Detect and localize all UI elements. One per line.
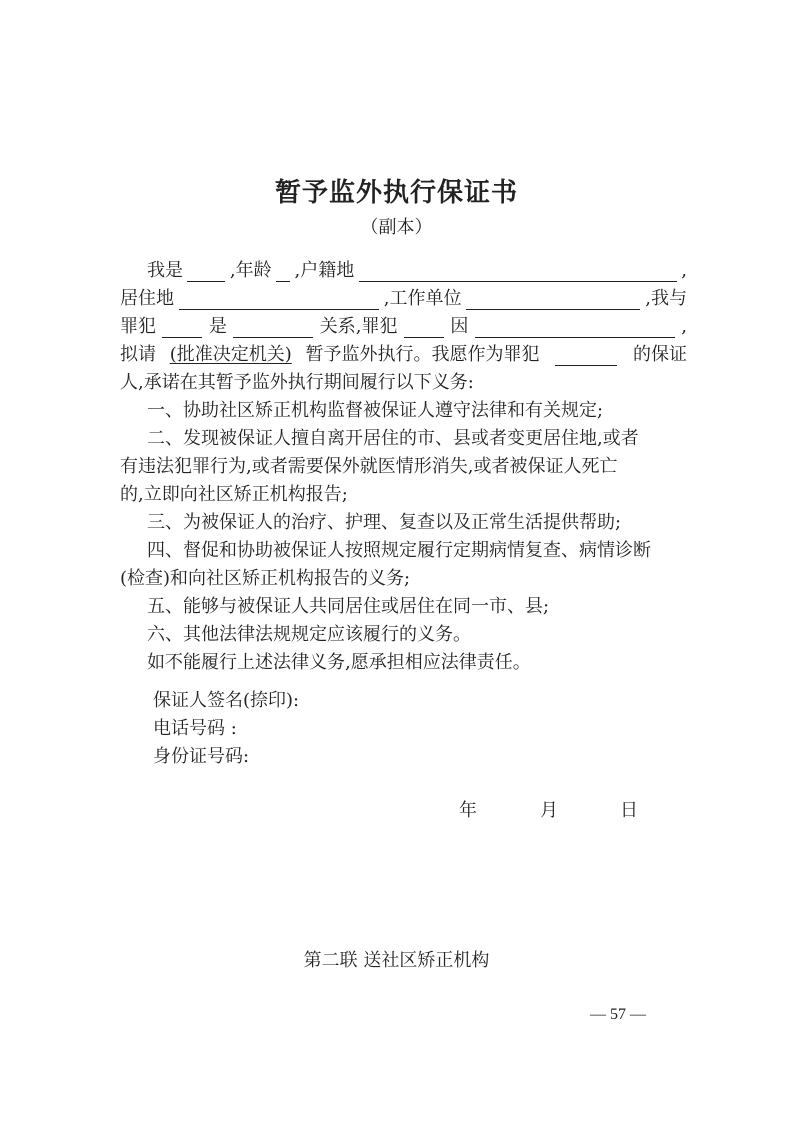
intro-line-2 — [120, 286, 687, 310]
age-blank[interactable] — [276, 263, 290, 282]
duty-2-line-2: 有违法犯罪行为,或者需要保外就医情形消失,或者被保证人死亡 — [120, 456, 618, 477]
approving-authority: (批准决定机关) — [169, 344, 292, 365]
intro-text: ,户籍地 — [294, 260, 355, 281]
household-registration-blank[interactable] — [359, 263, 677, 282]
criminal-name-blank-3[interactable] — [555, 347, 617, 366]
duty-4-line-2: (检查)和向社区矫正机构报告的义务; — [120, 568, 411, 589]
id-number-label: 身份证号码: — [153, 746, 250, 767]
duty-5: 五、能够与被保证人共同居住或居住在同一市、县; — [147, 596, 550, 617]
intro-line-1 — [147, 258, 687, 282]
duty-2-line-1: 二、发现被保证人擅自离开居住的市、县或者变更居住地,或者 — [147, 428, 639, 449]
duty-4-line-1: 四、督促和协助被保证人按照规定履行定期病情复查、病情诊断 — [147, 540, 651, 561]
intro-text: 关系,罪犯 — [319, 316, 398, 337]
intro-text: ,年龄 — [229, 260, 272, 281]
date-year: 年 — [459, 800, 477, 821]
intro-text: 的保证 — [632, 344, 687, 365]
intro-text: 居住地 — [120, 288, 174, 309]
date-month: 月 — [540, 800, 558, 821]
copy-footer: 第二联 送社区矫正机构 — [303, 950, 490, 971]
intro-text: ,我与 — [645, 288, 687, 309]
relationship-blank[interactable] — [233, 319, 313, 338]
duty-6: 六、其他法律法规规定应该履行的义务。 — [147, 624, 471, 645]
signer-label: 保证人签名(捺印): — [153, 690, 300, 711]
name-blank[interactable] — [187, 263, 225, 282]
document-title: 暂予监外执行保证书 — [274, 178, 518, 208]
duty-3: 三、为被保证人的治疗、护理、复查以及正常生活提供帮助; — [147, 512, 622, 533]
intro-text: 暂予监外执行。我愿作为罪犯 — [305, 344, 540, 365]
intro-text: , — [681, 260, 687, 281]
criminal-name-blank[interactable] — [162, 319, 202, 338]
date-day: 日 — [620, 800, 638, 821]
document-subtitle: （副本） — [360, 217, 433, 238]
phone-label: 电话号码 : — [153, 718, 237, 739]
intro-text: 是 — [208, 316, 227, 337]
intro-line-4 — [120, 342, 687, 366]
closing-statement: 如不能履行上述法律义务,愿承担相应法律责任。 — [147, 652, 531, 673]
duty-2-line-3: 的,立即向社区矫正机构报告; — [120, 484, 348, 505]
page-number: — 57 — — [590, 1006, 646, 1023]
crime-blank[interactable] — [475, 319, 675, 338]
duty-1: 一、协助社区矫正机构监督被保证人遵守法律和有关规定; — [147, 400, 604, 421]
intro-text: 拟请 — [120, 344, 156, 365]
workplace-blank[interactable] — [466, 291, 640, 310]
intro-text: 因 — [450, 316, 469, 337]
intro-text: 罪犯 — [120, 316, 156, 337]
intro-text: , — [681, 316, 687, 337]
intro-line-3 — [120, 314, 687, 338]
intro-text: ,工作单位 — [383, 288, 462, 309]
intro-text: 我是 — [147, 260, 183, 281]
residence-blank[interactable] — [179, 291, 379, 310]
intro-line-5: 人,承诺在其暂予监外执行期间履行以下义务: — [120, 372, 474, 393]
criminal-name-blank-2[interactable] — [404, 319, 444, 338]
